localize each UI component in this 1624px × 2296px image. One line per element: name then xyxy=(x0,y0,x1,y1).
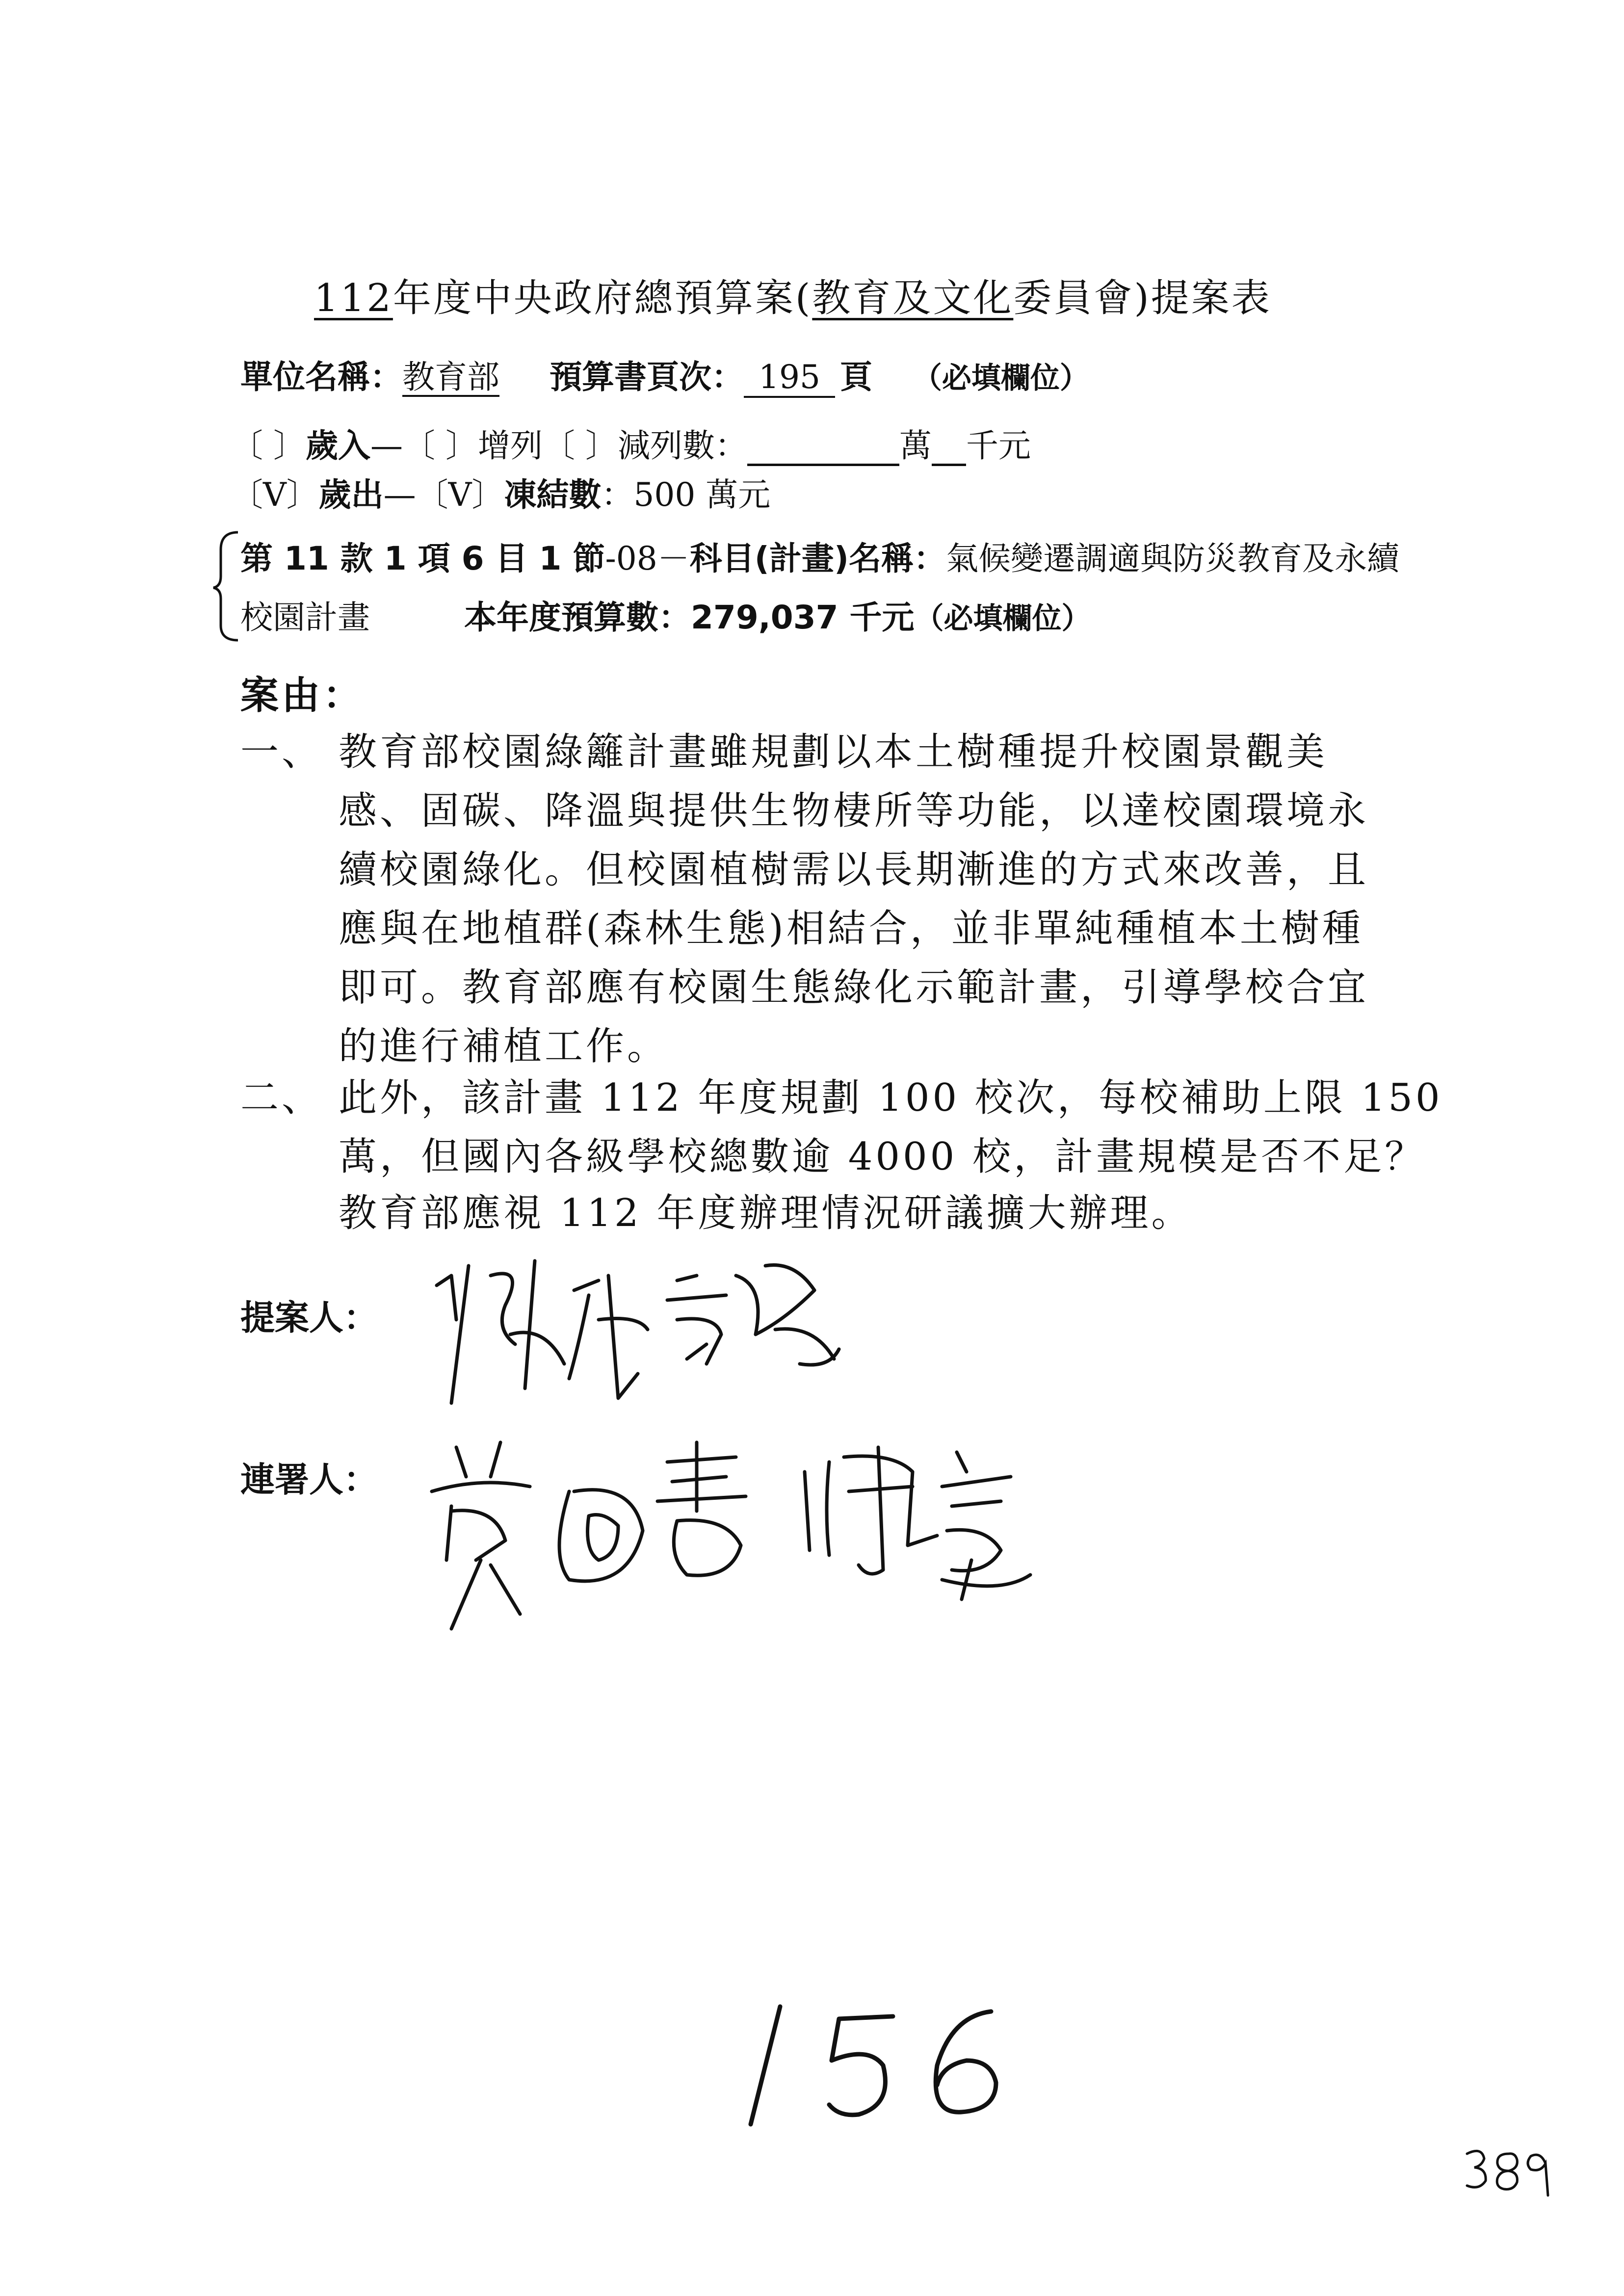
decrease-amount-blank xyxy=(747,434,899,466)
increase-checkbox: 〔 〕 xyxy=(402,427,478,465)
revenue-dash: — xyxy=(370,427,403,465)
unit-label: 單位名稱： xyxy=(240,358,402,396)
title-committee: 教育及文化 xyxy=(812,276,1014,320)
revenue-unit-wan: 萬 xyxy=(899,427,932,465)
decrease-checkbox: 〔 〕 xyxy=(542,427,618,465)
revenue-unit-thousand: 千元 xyxy=(966,427,1031,465)
item1-line: 續校園綠化。但校園植樹需以長期漸進的方式來改善，且 xyxy=(339,848,1369,892)
revenue-thousand-blank xyxy=(932,434,966,466)
freeze-checkbox: 〔V〕 xyxy=(416,476,504,514)
document-title xyxy=(314,267,1272,322)
cosigner-label: 連署人： xyxy=(240,1460,378,1500)
budget-required-note: （必填欄位） xyxy=(914,601,1091,636)
subject-line-2 xyxy=(240,591,1091,638)
subject-name-value-2: 校園計畫 xyxy=(240,599,370,636)
increase-label: 增列 xyxy=(477,427,543,465)
item1-line: 的進行補植工作。 xyxy=(339,1024,669,1069)
cosigner-signature xyxy=(422,1433,1231,1639)
subject-name-label: 科目(計畫)名稱： xyxy=(689,540,946,577)
page-suffix: 頁 xyxy=(839,358,872,396)
revenue-line xyxy=(231,419,1031,466)
title-mid: 年度中央政府總預算案( xyxy=(393,276,812,320)
title-end: )提案表 xyxy=(1134,276,1272,320)
proposer-label: 提案人： xyxy=(240,1298,378,1338)
expense-line xyxy=(231,469,770,515)
reason-heading: 案由： xyxy=(240,674,365,718)
item1-line: 教育部校園綠籬計畫雖規劃以本土樹種提升校園景觀美 xyxy=(339,730,1328,774)
item2-line: 教育部應視 112 年度辦理情況研議擴大辦理。 xyxy=(339,1191,1193,1235)
required-note: （必填欄位） xyxy=(912,361,1089,395)
item1-marker: 一、 xyxy=(240,730,323,774)
unit-line xyxy=(240,351,1089,398)
page-label: 預算書頁次： xyxy=(549,358,744,396)
expense-label: 歲出 xyxy=(318,476,384,514)
subject-name-value-1: 氣候變遷調適與防災教育及永續 xyxy=(946,540,1400,577)
item1-line: 感、固碳、降溫與提供生物棲所等功能，以達校園環境永 xyxy=(339,789,1369,833)
unit-value: 教育部 xyxy=(402,358,499,396)
handwritten-corner-number xyxy=(1462,2144,1560,2198)
page-value: 195 xyxy=(744,358,835,398)
subject-line-1 xyxy=(240,532,1399,579)
revenue-checkbox: 〔 〕 xyxy=(231,427,306,465)
subject-code: 第 11 款 1 項 6 目 1 節 xyxy=(240,540,605,577)
handwritten-page-number xyxy=(707,1992,1011,2139)
proposer-signature xyxy=(422,1246,913,1413)
freeze-label: 凍結數 xyxy=(504,476,602,514)
item2-line: 萬，但國內各級學校總數逾 4000 校，計畫規模是否不足？ xyxy=(339,1135,1426,1179)
subject-brace xyxy=(211,530,240,643)
expense-checkbox: 〔V〕 xyxy=(231,476,319,514)
freeze-amount: ：500 萬元 xyxy=(601,476,771,514)
budget-label: 本年度預算數：279,037 千元 xyxy=(464,599,915,636)
title-committee-tail: 委員會 xyxy=(1013,276,1134,320)
item1-line: 即可。教育部應有校園生態綠化示範計畫，引導學校合宜 xyxy=(339,965,1369,1010)
decrease-label: 減列數： xyxy=(617,427,747,465)
item2-marker: 二、 xyxy=(240,1076,323,1120)
item2-line: 此外，該計畫 112 年度規劃 100 校次，每校補助上限 150 xyxy=(339,1076,1443,1120)
revenue-label: 歲入 xyxy=(305,427,370,465)
title-year: 112 xyxy=(314,276,393,320)
item1-line: 應與在地植群(森林生態)相結合，並非單純種植本土樹種 xyxy=(339,907,1363,951)
expense-dash: — xyxy=(383,476,416,514)
subject-code-tail: -08－ xyxy=(605,540,690,577)
